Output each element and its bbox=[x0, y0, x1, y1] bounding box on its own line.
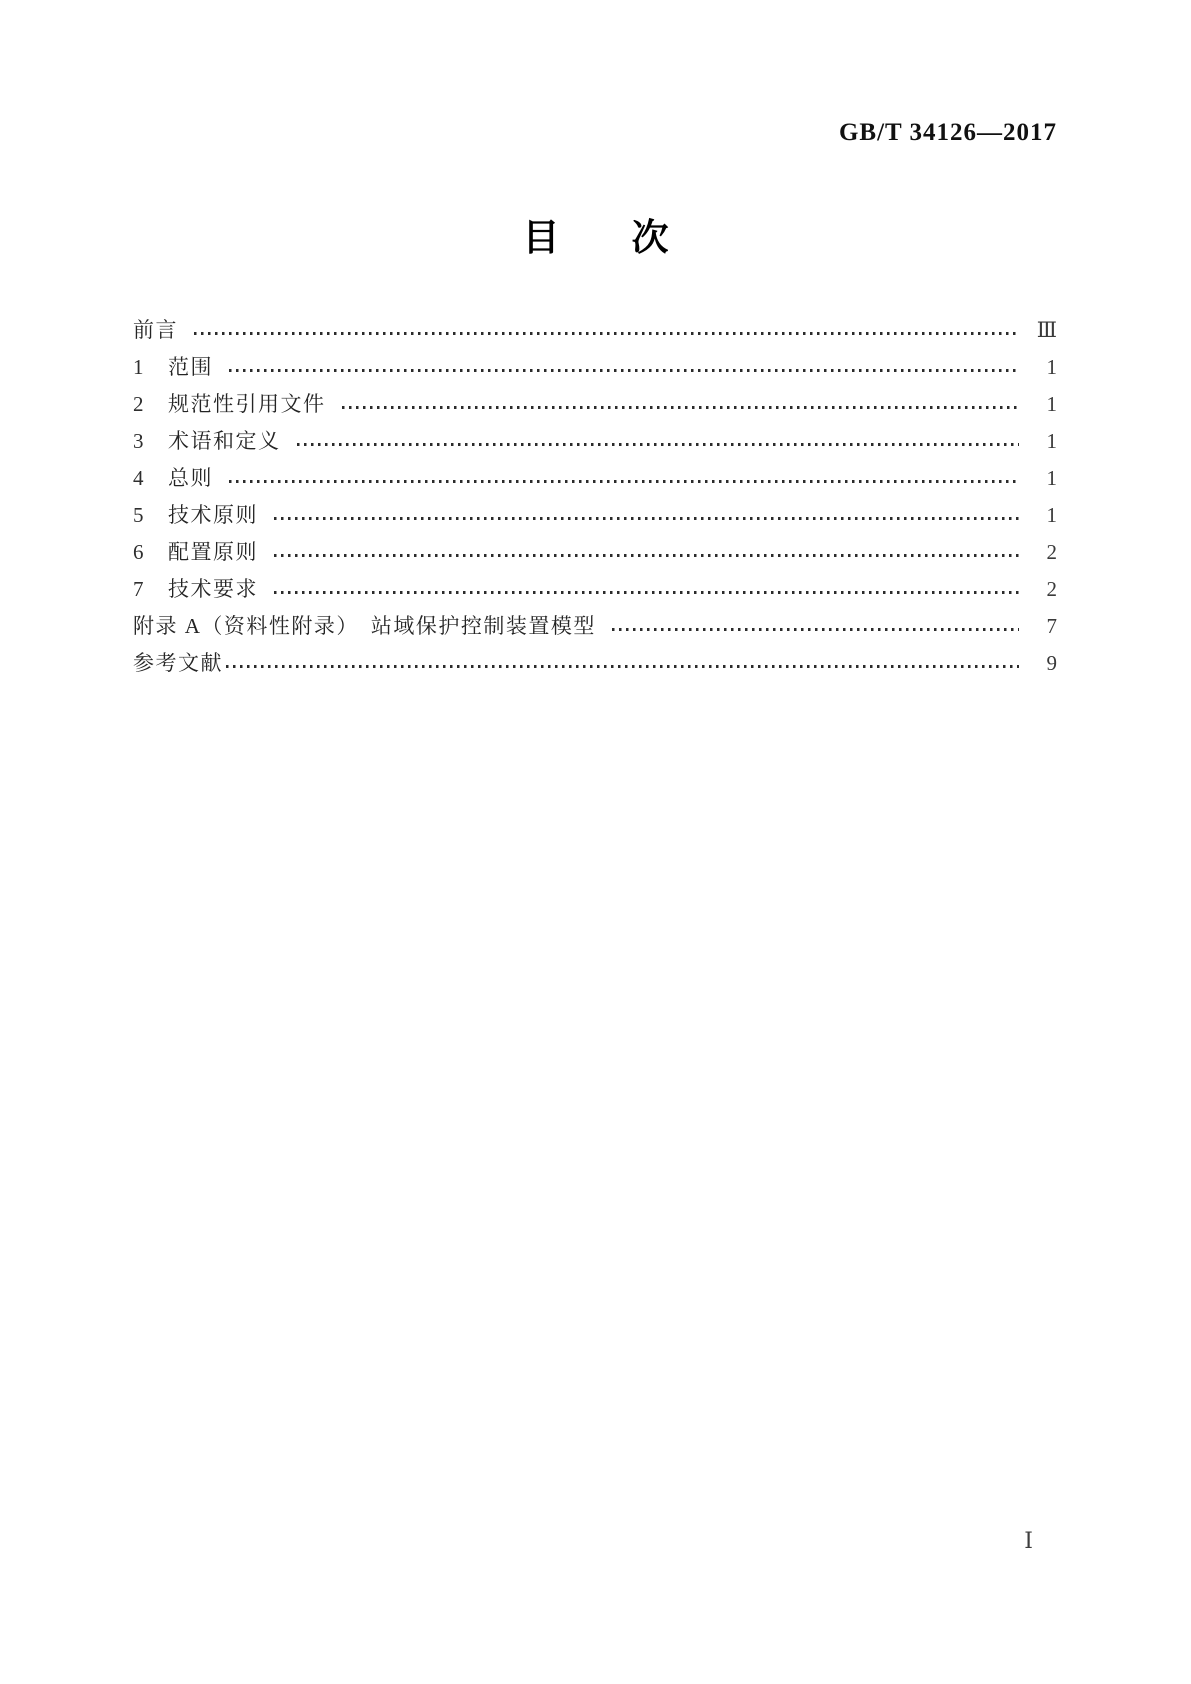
toc-entry-page: 7 bbox=[1046, 614, 1057, 638]
toc-entry bbox=[133, 460, 1057, 497]
toc-entry-label: 技术原则 bbox=[168, 503, 258, 527]
toc-entry-page: 2 bbox=[1046, 540, 1057, 564]
toc-entry-number: 6 bbox=[133, 540, 144, 564]
toc-entry-number: 4 bbox=[133, 466, 144, 490]
toc-entry-label: 规范性引用文件 bbox=[168, 392, 326, 416]
toc-entry-page: 9 bbox=[1046, 651, 1057, 675]
toc-entry-page: 1 bbox=[1046, 466, 1057, 490]
toc-entry-page: 1 bbox=[1046, 355, 1057, 379]
dot-leader bbox=[226, 665, 1019, 668]
dot-leader bbox=[229, 369, 1019, 372]
dot-leader bbox=[297, 443, 1020, 446]
toc-entry bbox=[133, 312, 1057, 349]
toc-entry-label: 范围 bbox=[168, 355, 213, 379]
toc-entry-label: 总则 bbox=[168, 466, 213, 490]
page-title-char-2: 次 bbox=[631, 217, 669, 258]
toc-entry-number: 2 bbox=[133, 392, 144, 416]
dot-leader bbox=[612, 628, 1019, 631]
toc-entry-number: 1 bbox=[133, 355, 144, 379]
page-title bbox=[0, 216, 1191, 260]
folio-number: Ⅰ bbox=[1024, 1528, 1033, 1553]
page-title-char-1: 目 bbox=[522, 217, 560, 258]
toc-entry-label: 配置原则 bbox=[168, 540, 258, 564]
dot-leader bbox=[229, 480, 1019, 483]
dot-leader bbox=[194, 332, 1019, 335]
dot-leader bbox=[342, 406, 1020, 409]
toc-entry-label: 参考文献 bbox=[133, 651, 223, 675]
toc-entry bbox=[133, 423, 1057, 460]
toc-entry bbox=[133, 645, 1057, 682]
toc-entry-number: 3 bbox=[133, 429, 144, 453]
standard-code: GB/T 34126—2017 bbox=[838, 119, 1057, 146]
toc-entry bbox=[133, 571, 1057, 608]
toc-entry bbox=[133, 386, 1057, 423]
toc-entry-page: 2 bbox=[1046, 577, 1057, 601]
toc-entry-page: 1 bbox=[1046, 429, 1057, 453]
toc-entry-label: 附录 A（资料性附录） 站域保护控制装置模型 bbox=[133, 614, 596, 638]
toc-entry-label: 技术要求 bbox=[168, 577, 258, 601]
toc-entry-label: 术语和定义 bbox=[168, 429, 281, 453]
toc-entry bbox=[133, 497, 1057, 534]
toc-entry-label: 前言 bbox=[133, 318, 178, 342]
dot-leader bbox=[274, 591, 1019, 594]
toc-entry-number: 5 bbox=[133, 503, 144, 527]
toc-entry-page: 1 bbox=[1046, 392, 1057, 416]
toc-entry bbox=[133, 349, 1057, 386]
toc-entry-page: 1 bbox=[1046, 503, 1057, 527]
dot-leader bbox=[274, 517, 1019, 520]
toc-entry-number: 7 bbox=[133, 577, 144, 601]
toc-entry bbox=[133, 534, 1057, 571]
table-of-contents bbox=[133, 312, 1057, 682]
dot-leader bbox=[274, 554, 1019, 557]
toc-entry bbox=[133, 608, 1057, 645]
toc-entry-page: Ⅲ bbox=[1036, 318, 1057, 342]
